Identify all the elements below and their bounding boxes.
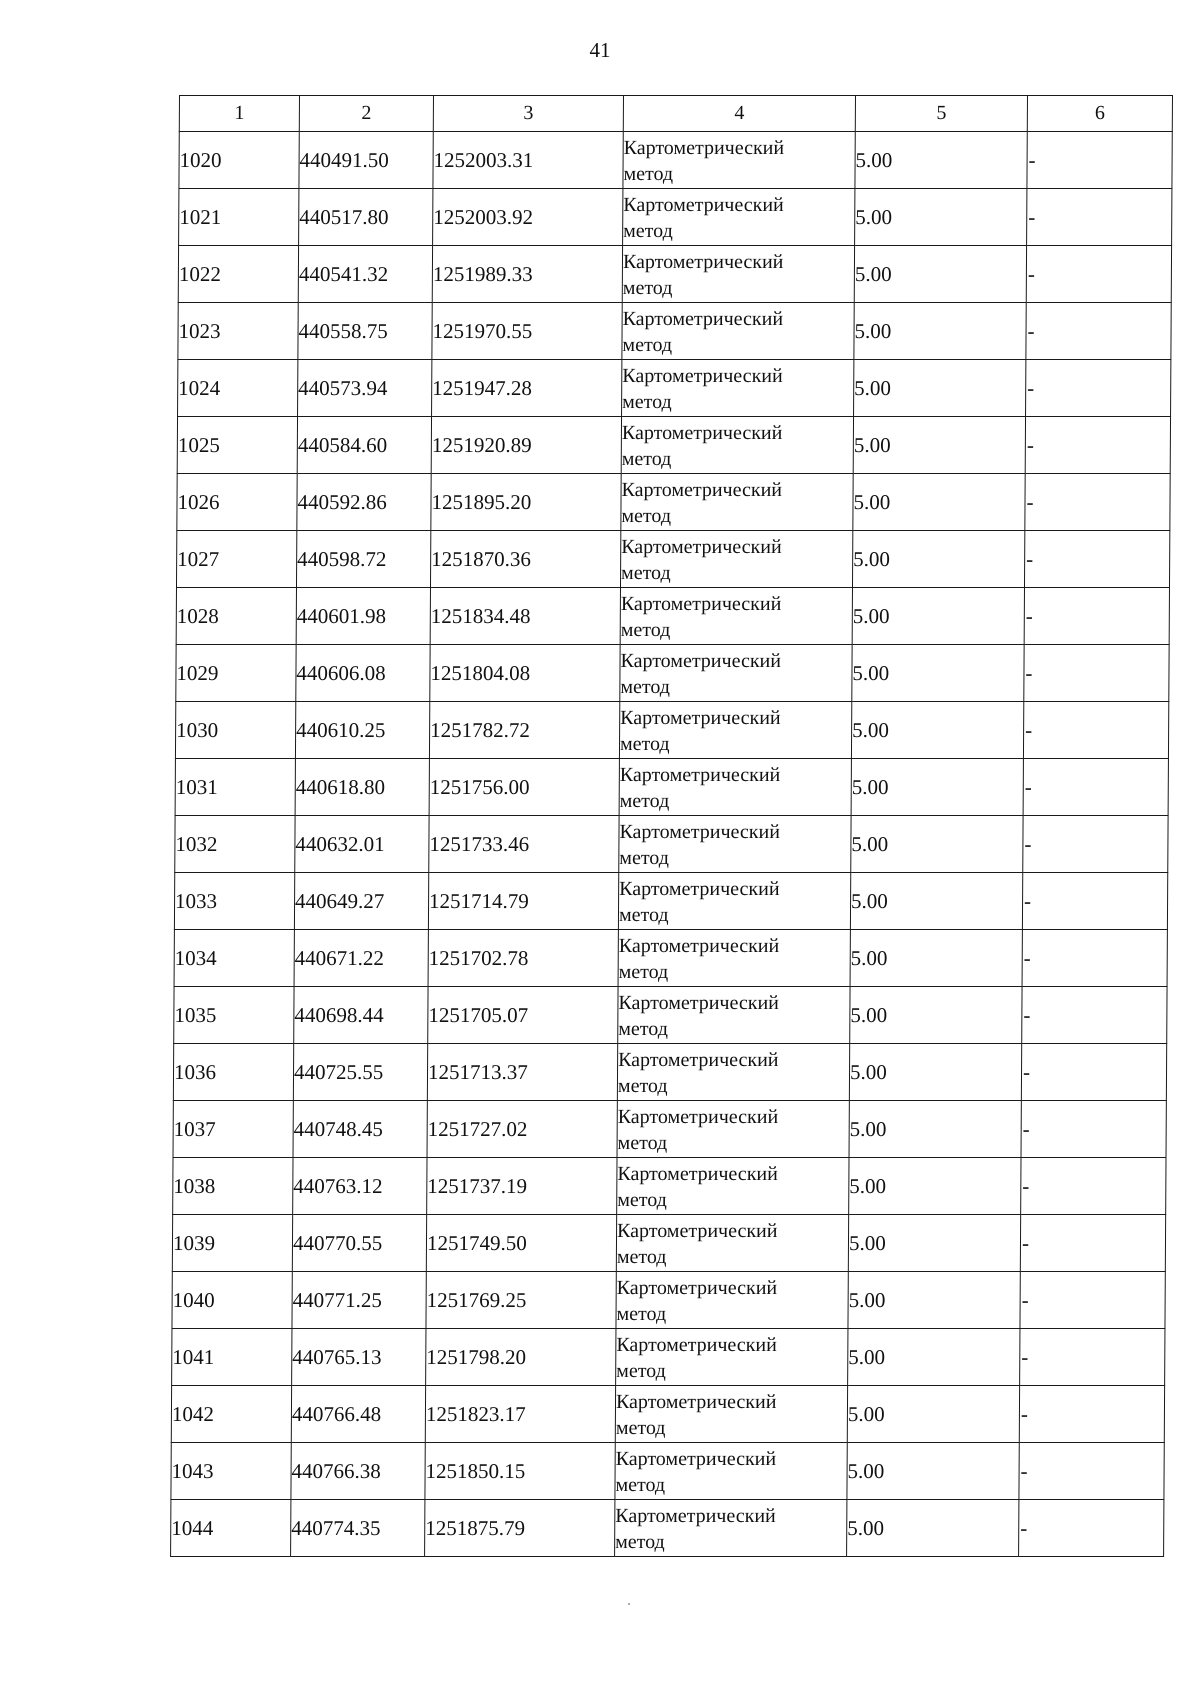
accuracy-cell: 5.00	[852, 531, 1024, 588]
method-text-line: Картометрический	[615, 1391, 777, 1413]
y-coordinate-cell: 1251782.72	[429, 702, 619, 759]
method-text-line: метод	[617, 1075, 668, 1097]
y-coordinate-cell: 1251970.55	[432, 303, 622, 360]
note-cell: -	[1021, 1158, 1166, 1215]
accuracy-cell: 5.00	[852, 588, 1024, 645]
y-coordinate-cell: 1251705.07	[428, 987, 618, 1044]
note-cell: -	[1023, 759, 1168, 816]
method-text-line: метод	[615, 1531, 665, 1553]
scan-speck	[628, 1603, 630, 1605]
point-number-cell: 1036	[173, 1044, 293, 1101]
table-row	[176, 588, 1169, 645]
x-coordinate-cell: 440592.86	[297, 474, 431, 531]
method-text-line: Картометрический	[618, 935, 780, 957]
table-row	[172, 1329, 1165, 1386]
y-coordinate-cell: 1251714.79	[428, 873, 618, 930]
x-coordinate-cell: 440763.12	[293, 1158, 427, 1215]
accuracy-cell: 5.00	[848, 1272, 1020, 1329]
method-text-line: метод	[620, 676, 671, 698]
table-row	[174, 930, 1167, 987]
accuracy-cell: 5.00	[853, 417, 1025, 474]
accuracy-cell: 5.00	[847, 1386, 1019, 1443]
table-row	[173, 1101, 1166, 1158]
method-text-line: Картометрический	[622, 365, 783, 387]
method-text-line: метод	[619, 790, 670, 812]
method-text-line: Картометрический	[621, 479, 783, 501]
table-row	[175, 702, 1168, 759]
point-number-cell: 1022	[178, 246, 298, 303]
point-number-cell: 1037	[173, 1101, 293, 1158]
method-text-line: метод	[616, 1303, 667, 1325]
y-coordinate-cell: 1251769.25	[426, 1272, 616, 1329]
point-number-cell: 1043	[171, 1443, 291, 1500]
method-text-line: метод	[621, 505, 672, 527]
note-cell: -	[1019, 1443, 1164, 1500]
note-cell: -	[1022, 987, 1167, 1044]
point-number-cell: 1031	[175, 759, 295, 816]
method-text-line: Картометрический	[615, 1448, 777, 1470]
method-cell	[618, 873, 850, 930]
point-number-cell: 1040	[172, 1272, 292, 1329]
method-text-line: метод	[618, 1018, 668, 1040]
column-header-2: 2	[299, 96, 433, 132]
note-cell: -	[1027, 189, 1172, 246]
point-number-cell: 1039	[172, 1215, 292, 1272]
x-coordinate-cell: 440698.44	[294, 987, 428, 1044]
method-cell	[623, 189, 855, 246]
method-text-line: Картометрический	[622, 308, 784, 330]
column-header-6: 6	[1027, 96, 1172, 132]
method-text-line: Картометрический	[619, 878, 780, 900]
table-row	[172, 1215, 1165, 1272]
x-coordinate-cell: 440573.94	[298, 360, 432, 417]
column-header-4: 4	[623, 96, 855, 132]
page-number: 41	[589, 38, 611, 62]
y-coordinate-cell: 1251920.89	[431, 417, 621, 474]
method-text-line: Картометрический	[618, 992, 779, 1014]
method-text-line: Картометрический	[621, 422, 783, 444]
note-cell: -	[1023, 816, 1168, 873]
method-text-line: Картометрический	[616, 1220, 778, 1242]
table-row	[178, 303, 1171, 360]
point-number-cell: 1035	[174, 987, 294, 1044]
x-coordinate-cell: 440517.80	[299, 189, 433, 246]
method-text-line: Картометрический	[620, 650, 782, 672]
note-cell: -	[1027, 132, 1172, 189]
method-text-line: метод	[617, 1189, 667, 1211]
method-cell	[618, 930, 850, 987]
y-coordinate-cell: 1251713.37	[427, 1044, 617, 1101]
method-text-line: метод	[618, 961, 669, 983]
method-cell	[616, 1329, 848, 1386]
method-text-line: Картометрический	[619, 764, 781, 786]
accuracy-cell: 5.00	[851, 759, 1023, 816]
y-coordinate-cell: 1251756.00	[429, 759, 619, 816]
note-cell: -	[1025, 474, 1170, 531]
point-number-cell: 1024	[178, 360, 298, 417]
x-coordinate-cell: 440774.35	[291, 1500, 425, 1557]
point-number-cell: 1021	[179, 189, 299, 246]
table-row	[173, 1158, 1166, 1215]
accuracy-cell: 5.00	[854, 246, 1026, 303]
method-text-line: метод	[622, 277, 673, 299]
x-coordinate-cell: 440770.55	[292, 1215, 426, 1272]
x-coordinate-cell: 440618.80	[295, 759, 429, 816]
method-text-line: Картометрический	[617, 1163, 778, 1185]
table-row	[171, 1386, 1164, 1443]
x-coordinate-cell: 440725.55	[293, 1044, 427, 1101]
table-row	[179, 189, 1172, 246]
table-row	[174, 873, 1167, 930]
x-coordinate-cell: 440598.72	[296, 531, 430, 588]
point-number-cell: 1034	[174, 930, 294, 987]
note-cell: -	[1024, 531, 1169, 588]
y-coordinate-cell: 1251733.46	[429, 816, 619, 873]
method-cell	[620, 588, 852, 645]
method-cell	[616, 1215, 848, 1272]
method-text-line: метод	[616, 1360, 666, 1382]
x-coordinate-cell: 440766.38	[291, 1443, 425, 1500]
x-coordinate-cell: 440765.13	[292, 1329, 426, 1386]
method-text-line: метод	[615, 1417, 666, 1439]
accuracy-cell: 5.00	[849, 1101, 1021, 1158]
point-number-cell: 1042	[171, 1386, 291, 1443]
method-text-line: метод	[619, 847, 670, 869]
method-text-line: Картометрический	[621, 536, 782, 558]
accuracy-cell: 5.00	[855, 189, 1027, 246]
point-number-cell: 1033	[174, 873, 294, 930]
method-text-line: Картометрический	[617, 1106, 779, 1128]
method-cell	[622, 360, 854, 417]
table-row	[176, 645, 1169, 702]
table-row	[175, 759, 1168, 816]
x-coordinate-cell: 440766.48	[291, 1386, 425, 1443]
method-cell	[619, 702, 851, 759]
method-text-line: Картометрический	[615, 1505, 776, 1527]
accuracy-cell: 5.00	[852, 645, 1024, 702]
method-cell	[620, 531, 852, 588]
method-text-line: метод	[623, 163, 674, 185]
accuracy-cell: 5.00	[851, 816, 1023, 873]
method-cell	[615, 1386, 847, 1443]
note-cell: -	[1020, 1329, 1165, 1386]
y-coordinate-cell: 1251749.50	[426, 1215, 616, 1272]
point-number-cell: 1020	[179, 132, 299, 189]
table-row	[175, 816, 1168, 873]
accuracy-cell: 5.00	[849, 1044, 1021, 1101]
method-text-line: Картометрический	[618, 1049, 779, 1071]
accuracy-cell: 5.00	[854, 360, 1026, 417]
method-text-line: Картометрический	[616, 1334, 777, 1356]
method-cell	[617, 1158, 849, 1215]
method-text-line: метод	[616, 1246, 667, 1268]
method-text-line: Картометрический	[620, 593, 782, 615]
y-coordinate-cell: 1251850.15	[425, 1443, 615, 1500]
x-coordinate-cell: 440541.32	[298, 246, 432, 303]
note-cell: -	[1025, 417, 1170, 474]
y-coordinate-cell: 1251947.28	[432, 360, 622, 417]
header-row	[179, 96, 1172, 132]
x-coordinate-cell: 440771.25	[292, 1272, 426, 1329]
method-text-line: метод	[621, 562, 671, 584]
method-text-line: метод	[620, 619, 671, 641]
table-row	[174, 987, 1167, 1044]
x-coordinate-cell: 440632.01	[295, 816, 429, 873]
y-coordinate-cell: 1251875.79	[425, 1500, 615, 1557]
method-text-line: Картометрический	[620, 707, 781, 729]
method-text-line: Картометрический	[622, 251, 784, 273]
table-row	[173, 1044, 1166, 1101]
x-coordinate-cell: 440671.22	[294, 930, 428, 987]
table-row	[172, 1272, 1165, 1329]
accuracy-cell: 5.00	[853, 474, 1025, 531]
method-cell	[621, 417, 853, 474]
point-number-cell: 1026	[177, 474, 297, 531]
method-text-line: метод	[617, 1132, 668, 1154]
y-coordinate-cell: 1251823.17	[425, 1386, 615, 1443]
note-cell: -	[1026, 303, 1171, 360]
table-row	[171, 1443, 1164, 1500]
method-cell	[619, 816, 851, 873]
table-row	[176, 531, 1169, 588]
table-header	[179, 96, 1172, 132]
note-cell: -	[1019, 1500, 1164, 1557]
point-number-cell: 1041	[172, 1329, 292, 1386]
accuracy-cell: 5.00	[850, 873, 1022, 930]
note-cell: -	[1026, 246, 1171, 303]
point-number-cell: 1025	[177, 417, 297, 474]
point-number-cell: 1023	[178, 303, 298, 360]
y-coordinate-cell: 1251870.36	[430, 531, 620, 588]
point-number-cell: 1030	[175, 702, 295, 759]
accuracy-cell: 5.00	[847, 1500, 1019, 1557]
y-coordinate-cell: 1251804.08	[430, 645, 620, 702]
note-cell: -	[1026, 360, 1171, 417]
x-coordinate-cell: 440610.25	[295, 702, 429, 759]
note-cell: -	[1020, 1272, 1165, 1329]
accuracy-cell: 5.00	[855, 132, 1027, 189]
method-text-line: метод	[621, 448, 672, 470]
table-row	[177, 417, 1170, 474]
method-cell	[622, 246, 854, 303]
y-coordinate-cell: 1251895.20	[431, 474, 621, 531]
method-cell	[615, 1500, 847, 1557]
method-text-line: Картометрический	[616, 1277, 778, 1299]
method-text-line: Картометрический	[619, 821, 781, 843]
method-text-line: метод	[619, 733, 670, 755]
method-cell	[615, 1443, 847, 1500]
method-text-line: Картометрический	[623, 194, 784, 216]
point-number-cell: 1027	[176, 531, 296, 588]
point-number-cell: 1028	[176, 588, 296, 645]
accuracy-cell: 5.00	[847, 1443, 1019, 1500]
column-header-1: 1	[179, 96, 299, 132]
table-body	[171, 132, 1173, 1557]
y-coordinate-cell: 1252003.92	[433, 189, 623, 246]
accuracy-cell: 5.00	[850, 930, 1022, 987]
x-coordinate-cell: 440601.98	[296, 588, 430, 645]
y-coordinate-cell: 1251737.19	[427, 1158, 617, 1215]
x-coordinate-cell: 440558.75	[298, 303, 432, 360]
note-cell: -	[1021, 1044, 1166, 1101]
accuracy-cell: 5.00	[850, 987, 1022, 1044]
point-number-cell: 1029	[176, 645, 296, 702]
y-coordinate-cell: 1252003.31	[433, 132, 623, 189]
table-row	[178, 360, 1171, 417]
method-text-line: метод	[623, 220, 673, 242]
table-row	[171, 1500, 1164, 1557]
note-cell: -	[1019, 1386, 1164, 1443]
y-coordinate-cell: 1251834.48	[430, 588, 620, 645]
y-coordinate-cell: 1251798.20	[426, 1329, 616, 1386]
method-cell	[622, 303, 854, 360]
x-coordinate-cell: 440584.60	[297, 417, 431, 474]
table-row	[178, 246, 1171, 303]
note-cell: -	[1020, 1215, 1165, 1272]
note-cell: -	[1023, 702, 1168, 759]
method-cell	[621, 474, 853, 531]
method-cell	[617, 1044, 849, 1101]
accuracy-cell: 5.00	[851, 702, 1023, 759]
column-header-3: 3	[433, 96, 623, 132]
note-cell: -	[1024, 645, 1169, 702]
point-number-cell: 1032	[175, 816, 295, 873]
note-cell: -	[1022, 873, 1167, 930]
method-text-line: метод	[622, 334, 673, 356]
x-coordinate-cell: 440606.08	[296, 645, 430, 702]
method-cell	[616, 1272, 848, 1329]
coordinates-table	[170, 95, 1173, 1557]
method-text-line: метод	[615, 1474, 666, 1496]
table-row	[179, 132, 1172, 189]
x-coordinate-cell: 440491.50	[299, 132, 433, 189]
note-cell: -	[1024, 588, 1169, 645]
method-cell	[620, 645, 852, 702]
accuracy-cell: 5.00	[849, 1158, 1021, 1215]
table-row	[177, 474, 1170, 531]
x-coordinate-cell: 440748.45	[293, 1101, 427, 1158]
accuracy-cell: 5.00	[848, 1215, 1020, 1272]
note-cell: -	[1022, 930, 1167, 987]
column-header-5: 5	[855, 96, 1027, 132]
method-text-line: Картометрический	[623, 137, 785, 159]
y-coordinate-cell: 1251989.33	[432, 246, 622, 303]
method-cell	[619, 759, 851, 816]
note-cell: -	[1021, 1101, 1166, 1158]
y-coordinate-cell: 1251727.02	[427, 1101, 617, 1158]
point-number-cell: 1044	[171, 1500, 291, 1557]
method-cell	[623, 132, 855, 189]
method-text-line: метод	[618, 904, 669, 926]
accuracy-cell: 5.00	[848, 1329, 1020, 1386]
accuracy-cell: 5.00	[854, 303, 1026, 360]
x-coordinate-cell: 440649.27	[294, 873, 428, 930]
method-cell	[617, 1101, 849, 1158]
method-text-line: метод	[622, 391, 672, 413]
y-coordinate-cell: 1251702.78	[428, 930, 618, 987]
method-cell	[618, 987, 850, 1044]
point-number-cell: 1038	[173, 1158, 293, 1215]
